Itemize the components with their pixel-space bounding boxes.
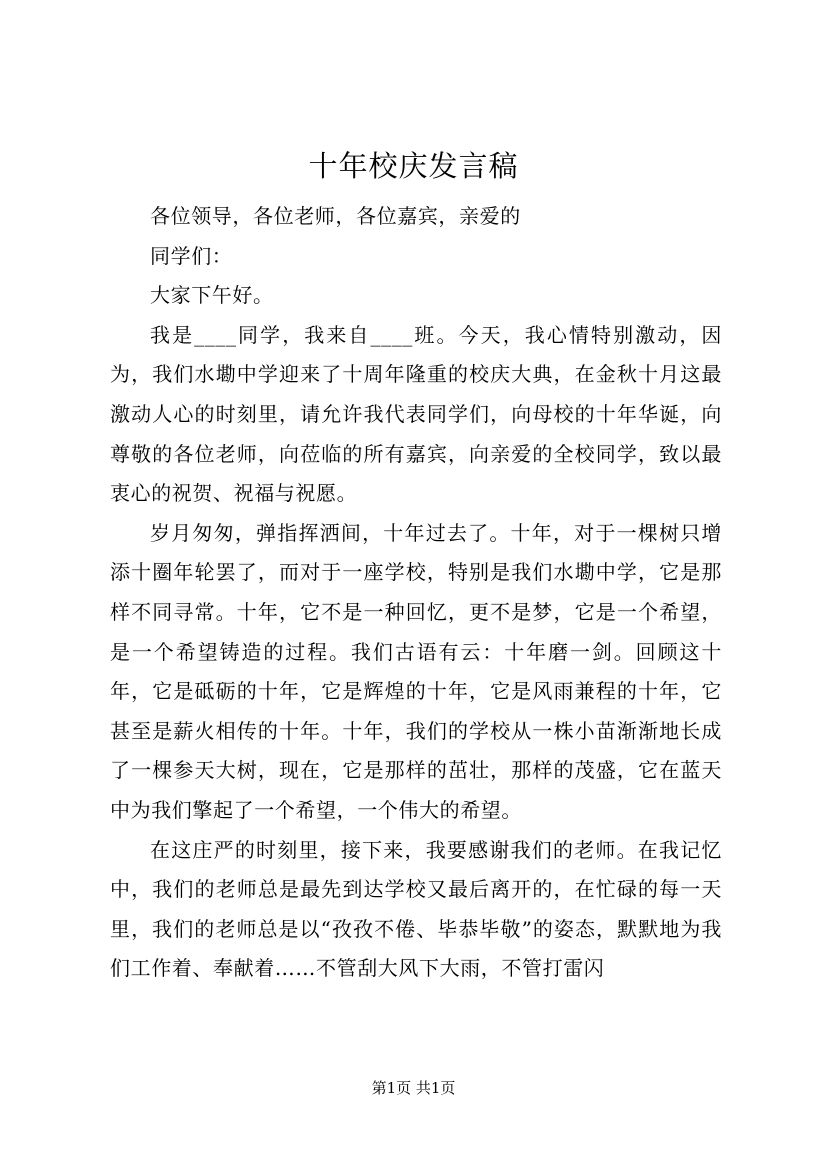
document-body [110,197,722,989]
document-title: 十年校庆发言稿 [308,149,519,183]
paragraph-salutation: 各位领导，各位老师，各位嘉宾，亲爱的 [150,204,521,228]
paragraph-greeting: 大家下午好。 [150,283,274,308]
paragraph-salutation-cont: 同学们： [150,243,233,268]
paragraph-ten-years: 岁月匆匆，弹指挥洒间，十年过去了。十年，对于一棵树只增添十圈年轮罢了，而对于一座学校，特别是我们水墈中学，它是那样不同寻常。十年，它不是一种回忆，更不是梦，它是一个希望，是一个希望铸造的过程。我们古语有云：十年磨一剑。回顾这十年，它是砥砺的十年，它是辉煌的十年，它是风雨兼程的十年，它甚至是薪火相传的十年。十年，我们的学校从一株小苗渐渐地长成了一棵参天大树，现在，它是那样的茁壮，那样的茂盛，它在蓝天中为我们擎起了一个希望，一个伟大的希望。 [110,520,722,822]
paragraph-introduction: 我是____同学，我来自____班。今天，我心情特别激动，因为，我们水墈中学迎来了十周年隆重的校庆大典，在金秋十月这最激动人心的时刻里，请允许我代表同学们，向母校的十年华诞，向尊敬的各位老师，向莅临的所有嘉宾，向亲爱的全校同学，致以最衷心的祝贺、祝福与祝愿。 [110,322,722,506]
paragraph-thanks-teachers: 在这庄严的时刻里，接下来，我要感谢我们的老师。在我记忆中，我们的老师总是最先到达学校又最后离开的，在忙碌的每一天里，我们的老师总是以“孜孜不倦、毕恭毕敬”的姿态，默默地为我们工作着、奉献着……不管刮大风下大雨，不管打雷闪 [110,837,722,981]
page-number-footer: 第1页 共1页 [371,1079,456,1097]
